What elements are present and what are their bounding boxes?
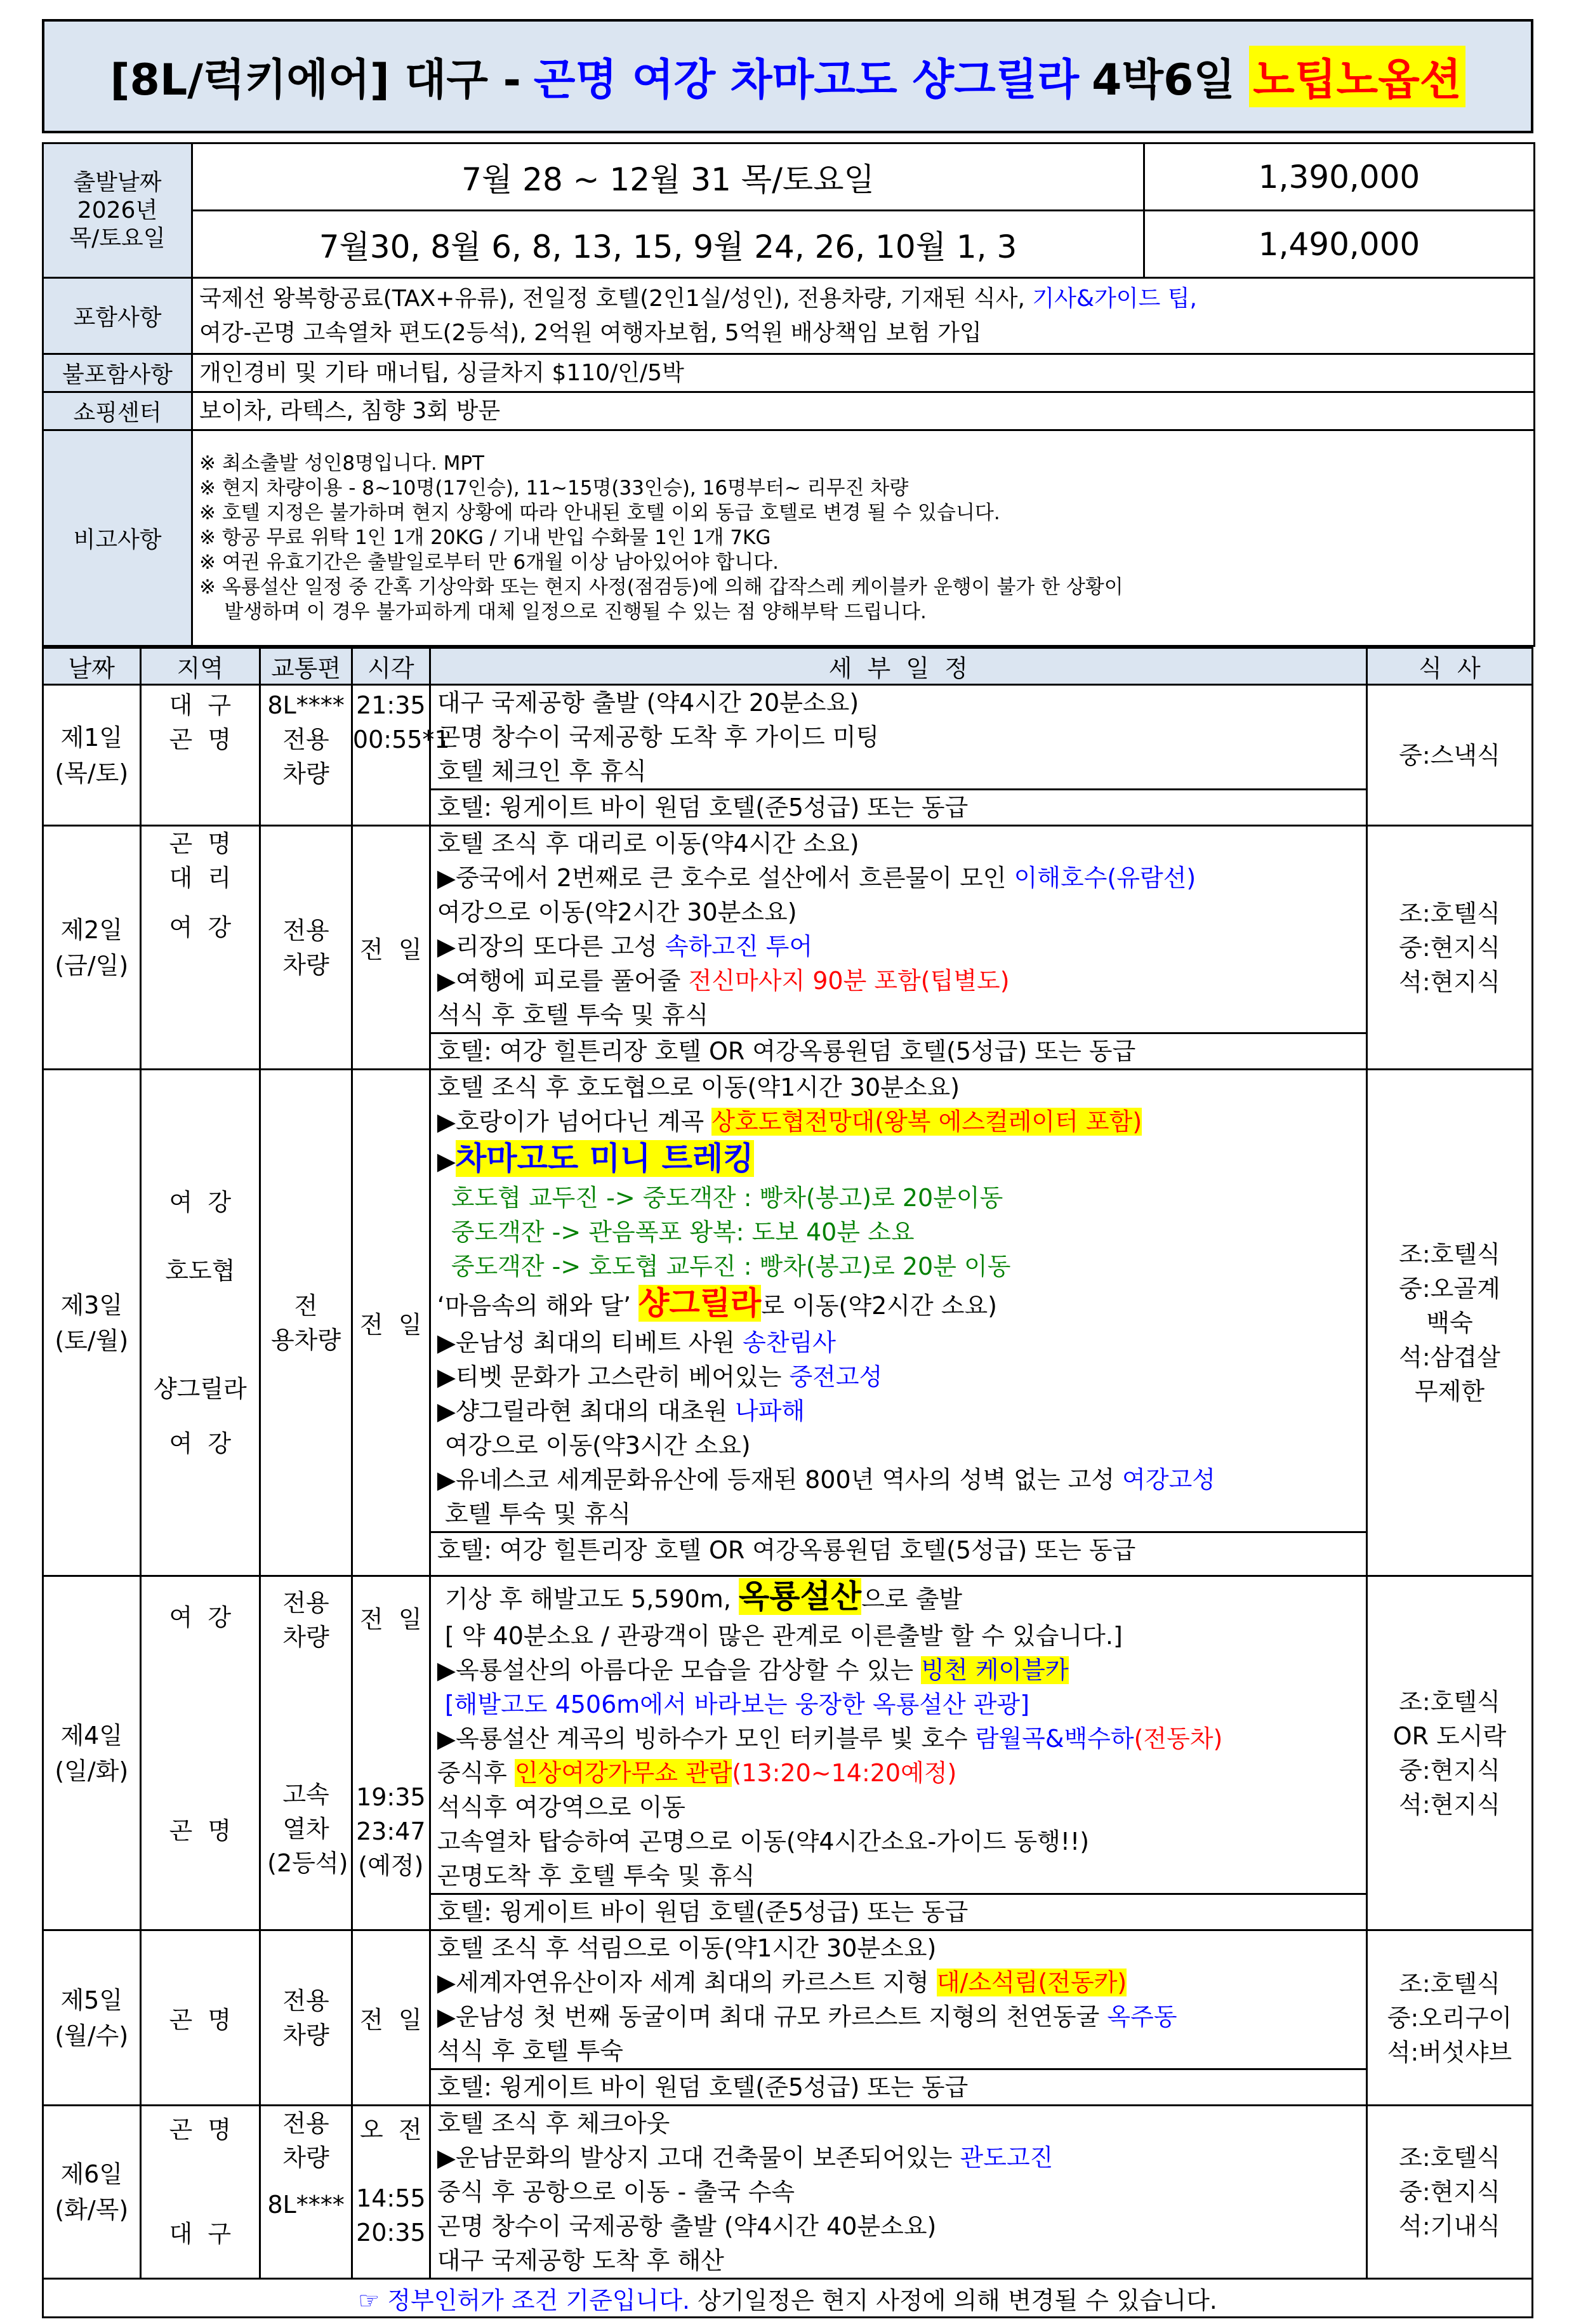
note-item: ※ 항공 무료 위탁 1인 1개 20KG / 기내 반입 수화물 1인 1개 7KG: [199, 526, 771, 549]
shopping-text: 보이차, 라텍스, 침향 3회 방문: [192, 392, 1535, 430]
day-detail: 대구 국제공항 출발 (약4시간 20분소요) 곤명 창수이 국제공항 도착 후 가이드 미팅 호텔 체크인 후 휴식 호텔: 윙게이트 바이 원덤 호텔(준5성급) 또는 동급: [430, 685, 1366, 826]
day-row-6: [43, 2106, 1533, 2279]
hotel-line: 호텔: 윙게이트 바이 원덤 호텔(준5성급) 또는 동급: [431, 788, 1366, 825]
pointing-hand-icon: ☞: [358, 2286, 380, 2314]
note-item: ※ 현지 차량이용 - 8~10명(17인승), 11~15명(33인승), 16명부터~ 리무진 차량: [199, 477, 909, 500]
departure-label: 출발날짜 2026년 목/토요일: [43, 143, 192, 278]
day-detail: 호텔 조식 후 대리로 이동(약4시간 소요) ▶중국에서 2번째로 큰 호수로 설산에서 흐른물이 모인 이해호수(유람선) 여강으로 이동(약2시간 30분소요) ▶리장의 또다른 고성 속하고진 투어 ▶여행에 피로를 풀어줄 전신마사지 90분 포함(팁별도) 석식 후 호텔 투숙 및 휴식 호텔: 여강 힐튼리장 호텔 OR 여강옥룡원덤 호텔(5성급) 또는 동급: [430, 826, 1366, 1070]
day-meals: 조:호텔식 중:오리구이 석:버섯샤브: [1366, 1930, 1532, 2106]
schedule-header-row: 날짜 지역 교통편 시각 세 부 일 정 식 사: [43, 648, 1533, 685]
day-label: 제3일 (토/월): [43, 1070, 141, 1576]
price-2: 1,490,000: [1144, 211, 1535, 278]
day-row-3: [43, 1070, 1533, 1576]
day-meals: 중:스낵식: [1366, 685, 1532, 826]
shopping-label: 쇼핑센터: [43, 392, 192, 430]
day-meals: 조:호텔식 OR 도시락 중:현지식 석:현지식: [1366, 1576, 1532, 1930]
departure-dates-1: 7월 28 ~ 12월 31 목/토요일: [192, 143, 1144, 211]
notes-list: [192, 430, 1535, 646]
day-region: 곤 명 대 구: [140, 2106, 260, 2279]
footer-note: ☞ 정부인허가 조건 기준입니다. 상기일정은 현지 사정에 의해 변경될 수 있습니다.: [43, 2279, 1533, 2318]
day-detail: 호텔 조식 후 체크아웃 ▶운남문화의 발상지 고대 건축물이 보존되어있는 관도고진 중식 후 공항으로 이동 - 출국 수속 곤명 창수이 국제공항 출발 (약4시간 40분소요) 대구 국제공항 도착 후 해산: [430, 2106, 1366, 2279]
day-label: 제6일 (화/목): [43, 2106, 141, 2279]
title-highlight-badge: 노팁노옵션: [1249, 46, 1465, 107]
day-time: 전 일 19:35 23:47 (예정): [352, 1576, 430, 1930]
day-region: 곤 명: [140, 1930, 260, 2106]
day-transport: 전용 차량 고속 열차 (2등석): [260, 1576, 352, 1930]
day-transport: 전 용차량: [260, 1070, 352, 1576]
day-label: 제5일 (월/수): [43, 1930, 141, 2106]
day-meals: 조:호텔식 중:현지식 석:현지식: [1366, 826, 1532, 1070]
day-label: 제2일 (금/일): [43, 826, 141, 1070]
day-label: 제1일 (목/토): [43, 685, 141, 826]
included-text: 국제선 왕복항공료(TAX+유류), 전일정 호텔(2인1실/성인), 전용차량, 기재된 식사, 기사&가이드 팁, 여강-곤명 고속열차 편도(2등석), 2억원 여행자보험, 5억원 배상책임 보험 가입: [192, 278, 1535, 354]
page-title: [42, 19, 1533, 133]
day-row-4: [43, 1576, 1533, 1930]
day-detail: 호텔 조식 후 호도협으로 이동(약1시간 30분소요) ▶호랑이가 넘어다닌 계곡 상호도협전망대(왕복 에스컬레이터 포함) ▶차마고도 미니 트레킹 호도협 교두진 -> 중도객잔 : 빵차(봉고)로 20분이동 중도객잔 -> 관음폭포 왕복: 도보 40분 소요 중도객잔 -> 호도협 교두진 : 빵차(봉고)로 20분 이동 ‘마음속의 해와 달’ 샹그릴라로 이동(약2시간 소요) ▶운남성 최대의 티베트 사원 송찬림사 ▶티벳 문화가 고스란히 베어있는 중전고성 ▶샹그릴라현 최대의 대초원 나파해 여강으로 이동(약3시간 소요) ▶유네스코 세계문화유산에 등재된 800년 역사의 성벽 없는 고성 여강고성 호텔 투숙 및 휴식 호텔: 여강 힐튼리장 호텔 OR 여강옥룡원덤 호텔(5성급) 또는 동급: [430, 1070, 1366, 1576]
day-detail: 기상 후 해발고도 5,590m, 옥룡설산으로 출발 [ 약 40분소요 / 관광객이 많은 관계로 이른출발 할 수 있습니다.] ▶옥룡설산의 아름다운 모습을 감상할 수 있는 빙천 케이블카 [해발고도 4506m에서 바라보는 웅장한 옥룡설산 관광] ▶옥룡설산 계곡의 빙하수가 모인 터키블루 빛 호수 람월곡&백수하(전동차) 중식후 인상여강가무쇼 관람(13:20~14:20예정) 석식후 여강역으로 이동 고속열차 탑승하여 곤명으로 이동(약4시간소요-가이드 동행!!) 곤명도착 후 호텔 투숙 및 휴식 호텔: 윙게이트 바이 원덤 호텔(준5성급) 또는 동급: [430, 1576, 1366, 1930]
day-region: 여 강 호도협 샹그릴라 여 강: [140, 1070, 260, 1576]
note-item: 발생하며 이 경우 불가피하게 대체 일정으로 진행될 수 있는 점 양해부탁 드립니다.: [199, 601, 927, 623]
hotel-line: 호텔: 여강 힐튼리장 호텔 OR 여강옥룡원덤 호텔(5성급) 또는 동급: [431, 1531, 1366, 1567]
day-row-1: [43, 685, 1533, 826]
day-meals: 조:호텔식 중:오골계 백숙 석:삼겹살 무제한: [1366, 1070, 1532, 1576]
notes-label: 비고사항: [43, 430, 192, 646]
day-row-5: [43, 1930, 1533, 2106]
day-transport: 전용 차량 8L****: [260, 2106, 352, 2279]
day-transport: 전용 차량: [260, 826, 352, 1070]
day-meals: 조:호텔식 중:현지식 석:기내식: [1366, 2106, 1532, 2279]
price-1: 1,390,000: [1144, 143, 1535, 211]
day-label: 제4일 (일/화): [43, 1576, 141, 1930]
day-transport: 전용 차량: [260, 1930, 352, 2106]
hotel-line: 호텔: 여강 힐튼리장 호텔 OR 여강옥룡원덤 호텔(5성급) 또는 동급: [431, 1032, 1366, 1068]
title-prefix: [8L/럭키에어] 대구 -: [110, 55, 521, 105]
day-transport: 8L**** 전용 차량: [260, 685, 352, 826]
day-time: 전 일: [352, 1070, 430, 1576]
note-item: ※ 최소출발 성인8명입니다. MPT: [199, 452, 484, 475]
excluded-text: 개인경비 및 기타 매너팁, 싱글차지 $110/인/5박: [192, 354, 1535, 392]
hotel-line: 호텔: 윙게이트 바이 원덤 호텔(준5성급) 또는 동급: [431, 1893, 1366, 1929]
day-detail: 호텔 조식 후 석림으로 이동(약1시간 30분소요) ▶세계자연유산이자 세계 최대의 카르스트 지형 대/소석림(전동카) ▶운남성 첫 번째 동굴이며 최대 규모 카르스트 지형의 천연동굴 옥주동 석식 후 호텔 투숙 호텔: 윙게이트 바이 원덤 호텔(준5성급) 또는 동급: [430, 1930, 1366, 2106]
day-time: 오 전 14:55 20:35: [352, 2106, 430, 2279]
day-region: 곤 명 대 리 여 강: [140, 826, 260, 1070]
excluded-label: 불포함사항: [43, 354, 192, 392]
note-item: ※ 옥룡설산 일정 중 간혹 기상악화 또는 현지 사정(점검등)에 의해 갑작스레 케이블카 운행이 불가 한 상황이: [199, 576, 1123, 599]
day-region: 대 구 곤 명: [140, 685, 260, 826]
title-route: 곤명 여강 차마고도 샹그릴라: [533, 55, 1080, 105]
note-item: ※ 여권 유효기간은 출발일로부터 만 6개월 이상 남아있어야 합니다.: [199, 551, 779, 574]
day-time: 21:35 00:55*1: [352, 685, 430, 826]
info-table: [42, 142, 1535, 647]
schedule-table: [42, 647, 1533, 2318]
day-time: 전 일: [352, 826, 430, 1070]
day-time: 전 일: [352, 1930, 430, 2106]
note-item: ※ 호텔 지정은 불가하며 현지 상황에 따라 안내된 호텔 이외 동급 호텔로 변경 될 수 있습니다.: [199, 501, 1000, 524]
day-row-2: [43, 826, 1533, 1070]
itinerary-page: [42, 19, 1533, 2318]
title-duration: 4박6일: [1092, 55, 1236, 105]
included-label: 포함사항: [43, 278, 192, 354]
footer-row: [43, 2279, 1533, 2318]
hotel-line: 호텔: 윙게이트 바이 원덤 호텔(준5성급) 또는 동급: [431, 2068, 1366, 2104]
departure-dates-2: 7월30, 8월 6, 8, 13, 15, 9월 24, 26, 10월 1, 3: [192, 211, 1144, 278]
day-region: 여 강 곤 명: [140, 1576, 260, 1930]
